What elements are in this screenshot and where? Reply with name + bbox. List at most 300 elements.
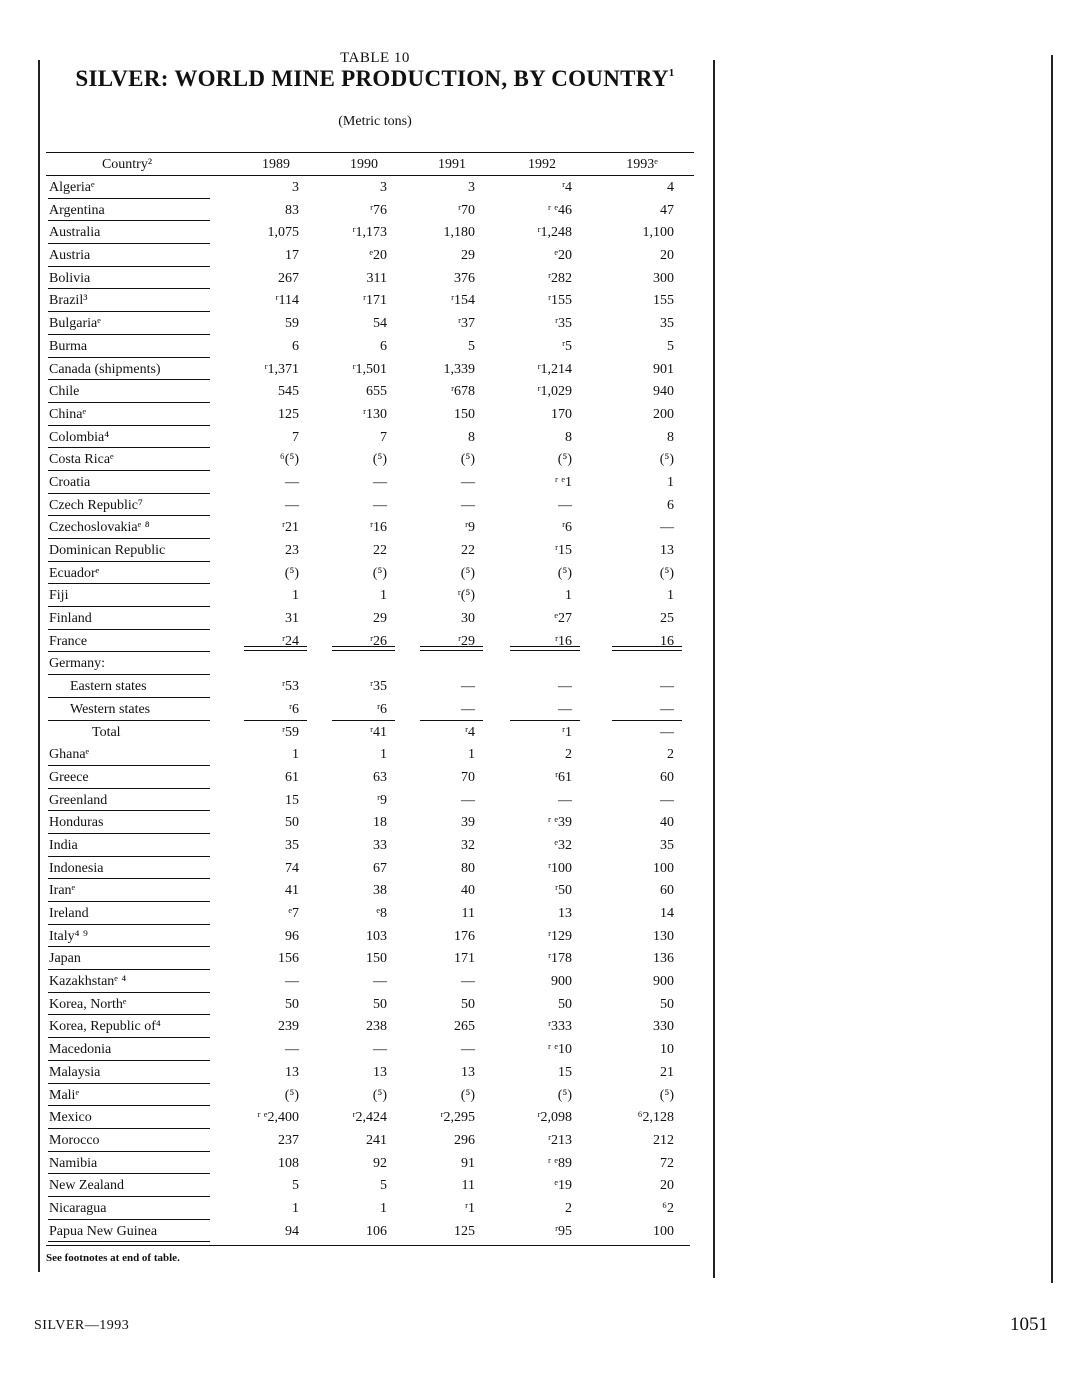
country-cell: Eastern states: [70, 679, 147, 695]
value-cell: —: [660, 724, 674, 740]
table-row: [46, 947, 694, 970]
value-cell: 176: [454, 928, 475, 944]
double-rule: [332, 646, 395, 651]
value-cell: 17: [285, 248, 299, 264]
value-cell: (⁵): [372, 452, 387, 468]
value-cell: 241: [366, 1132, 387, 1148]
value-cell: 15: [558, 1064, 572, 1080]
value-cell: ᵉ20: [554, 248, 572, 264]
country-cell: India: [49, 837, 78, 853]
value-cell: ʳ4: [464, 724, 475, 740]
table-row: [46, 857, 694, 880]
country-cell: Greenland: [49, 792, 108, 808]
country-cell: Italy⁴ ⁹: [49, 928, 88, 944]
table-row: [46, 312, 694, 335]
value-cell: —: [285, 1042, 299, 1058]
table-row: [46, 1106, 694, 1129]
value-cell: (⁵): [284, 565, 299, 581]
value-cell: 4: [667, 180, 674, 195]
value-cell: ʳ16: [554, 633, 572, 649]
country-cell: Brazil³: [49, 293, 88, 309]
value-cell: ʳ24: [281, 633, 299, 649]
country-cell: Bolivia: [49, 270, 91, 286]
value-cell: 14: [660, 906, 674, 921]
country-cell: Mexico: [49, 1110, 92, 1126]
value-cell: —: [373, 974, 387, 990]
value-cell: ʳ41: [369, 724, 387, 740]
country-cell: Austria: [49, 248, 91, 264]
value-cell: 1: [468, 747, 475, 763]
value-cell: (⁵): [557, 1087, 572, 1103]
value-cell: 300: [653, 270, 674, 286]
value-cell: 237: [278, 1132, 299, 1148]
value-cell: —: [660, 792, 674, 808]
value-cell: 50: [285, 815, 299, 831]
value-cell: 39: [461, 815, 475, 831]
value-cell: 11: [461, 1178, 475, 1194]
table-row: [46, 448, 694, 471]
value-cell: 61: [285, 769, 299, 785]
value-cell: ʳ1: [561, 724, 572, 740]
country-cell: Japan: [49, 951, 81, 967]
value-cell: 2: [667, 747, 674, 763]
value-cell: 94: [285, 1223, 299, 1239]
country-cell: Costa Ricaᵉ: [49, 452, 114, 468]
table-row: [46, 789, 694, 812]
table-body: [46, 176, 694, 1242]
value-cell: (⁵): [372, 1087, 387, 1103]
table-row: [46, 380, 694, 403]
table-label: TABLE 10: [340, 50, 410, 66]
value-cell: (⁵): [659, 452, 674, 468]
table-row: [46, 834, 694, 857]
value-cell: 100: [653, 860, 674, 876]
value-cell: 156: [278, 951, 299, 967]
value-cell: 50: [461, 996, 475, 1012]
value-cell: —: [461, 679, 475, 695]
value-cell: 6: [380, 338, 387, 354]
value-cell: ʳ1: [464, 1200, 475, 1216]
value-cell: 1: [292, 747, 299, 763]
country-cell: Korea, Northᵉ: [49, 996, 127, 1012]
value-cell: 13: [660, 543, 674, 558]
table-row: [46, 993, 694, 1016]
country-cell: Iranᵉ: [49, 883, 76, 899]
value-cell: 108: [278, 1155, 299, 1171]
value-cell: 50: [660, 996, 674, 1012]
country-cell: Honduras: [49, 815, 104, 831]
value-cell: 59: [285, 316, 299, 332]
value-cell: 74: [285, 860, 299, 876]
value-cell: (⁵): [460, 1087, 475, 1103]
footnote-reference: See footnotes at end of table.: [46, 1252, 180, 1264]
value-cell: ʳ15: [554, 543, 572, 558]
country-cell: Papua New Guinea: [49, 1223, 158, 1239]
value-cell: ᵉ20: [369, 248, 387, 264]
country-cell: Nicaragua: [49, 1200, 107, 1216]
value-cell: 67: [373, 860, 387, 876]
country-cell: Argentina: [49, 202, 105, 218]
value-cell: 900: [551, 974, 572, 990]
value-cell: 50: [285, 996, 299, 1012]
country-cell: Greece: [49, 769, 89, 785]
value-cell: ʳ16: [369, 520, 387, 536]
table-row: [46, 562, 694, 585]
double-rule: [244, 646, 307, 651]
table-row: [46, 494, 694, 517]
page-number: 1051: [1010, 1314, 1048, 1335]
value-cell: —: [558, 679, 572, 695]
value-cell: 1: [380, 1200, 387, 1216]
value-cell: 296: [454, 1132, 475, 1148]
country-cell: Burma: [49, 338, 88, 354]
value-cell: 136: [653, 951, 674, 967]
table-row: [46, 721, 694, 744]
double-rule: [420, 646, 483, 651]
value-cell: 3: [468, 180, 475, 195]
value-cell: 5: [667, 338, 674, 354]
value-cell: ʳ6: [561, 520, 572, 536]
value-cell: 6: [292, 338, 299, 354]
value-cell: ʳ26: [369, 633, 387, 649]
value-cell: ʳ35: [554, 316, 572, 332]
value-cell: 267: [278, 270, 299, 286]
country-cell: Czech Republic⁷: [49, 497, 143, 513]
table-subtitle: (Metric tons): [338, 114, 412, 129]
country-cell: Finland: [49, 611, 92, 627]
value-cell: —: [461, 474, 475, 490]
value-cell: ʳ35: [369, 679, 387, 695]
value-cell: ʳ5: [561, 338, 572, 354]
table-bottom-rule: [46, 1245, 690, 1246]
value-cell: 63: [373, 769, 387, 785]
value-cell: 265: [454, 1019, 475, 1035]
value-cell: ʳ1,214: [537, 361, 572, 377]
country-cell: Czechoslovakiaᵉ ⁸: [49, 520, 150, 536]
value-cell: ʳ1,371: [264, 361, 299, 377]
table-row: [46, 221, 694, 244]
value-cell: —: [461, 701, 475, 717]
value-cell: 72: [660, 1155, 674, 1171]
value-cell: 50: [558, 996, 572, 1012]
country-cell: Algeriaᵉ: [49, 180, 95, 195]
value-cell: 940: [653, 384, 674, 400]
value-cell: 8: [468, 429, 475, 445]
value-cell: ᵉ7: [288, 906, 299, 921]
value-cell: ʳ678: [450, 384, 475, 400]
country-cell: Ghanaᵉ: [49, 747, 90, 763]
value-cell: 13: [285, 1064, 299, 1080]
table-row: [46, 1197, 694, 1220]
value-cell: (⁵): [557, 565, 572, 581]
table-row: [46, 1220, 694, 1243]
value-cell: 80: [461, 860, 475, 876]
country-cell: Malaysia: [49, 1064, 101, 1080]
value-cell: ᵉ32: [554, 837, 572, 853]
value-cell: ʳ100: [547, 860, 572, 876]
value-cell: (⁵): [460, 565, 475, 581]
table-header-row: [46, 152, 694, 176]
value-cell: 70: [461, 769, 475, 785]
value-cell: 106: [366, 1223, 387, 1239]
country-cell: Indonesia: [49, 860, 104, 876]
value-cell: ʳ61: [554, 769, 572, 785]
value-cell: 35: [660, 837, 674, 853]
value-cell: ʳ1,173: [352, 225, 387, 241]
value-cell: 8: [667, 429, 674, 445]
table-row: [46, 902, 694, 925]
country-cell: Korea, Republic of⁴: [49, 1019, 161, 1035]
value-cell: ʳ282: [547, 270, 572, 286]
value-cell: 170: [551, 406, 572, 422]
value-cell: 1,075: [267, 225, 299, 241]
value-cell: —: [558, 701, 572, 717]
value-cell: 545: [278, 384, 299, 400]
value-cell: —: [660, 520, 674, 536]
table-row: [46, 1038, 694, 1061]
country-cell: Kazakhstanᵉ ⁴: [49, 974, 127, 990]
value-cell: 1: [380, 588, 387, 604]
value-cell: 29: [461, 248, 475, 264]
country-cell: New Zealand: [49, 1178, 125, 1194]
value-cell: ⁶2: [662, 1200, 674, 1216]
value-cell: 5: [468, 338, 475, 354]
value-cell: ʳ114: [275, 293, 299, 309]
country-cell: Western states: [70, 701, 151, 717]
value-cell: 15: [285, 792, 299, 808]
value-cell: 130: [653, 928, 674, 944]
value-cell: 22: [373, 543, 387, 558]
value-cell: 150: [454, 406, 475, 422]
value-cell: ʳ333: [547, 1019, 572, 1035]
value-cell: ʳ9: [376, 792, 387, 808]
table-row: [46, 1084, 694, 1107]
running-footer: SILVER—1993: [34, 1318, 130, 1333]
column-header-1993: 1993ᵉ: [626, 157, 658, 172]
value-cell: 32: [461, 837, 475, 853]
double-rule: [612, 646, 682, 651]
value-cell: ʳ9: [464, 520, 475, 536]
value-cell: 83: [285, 202, 299, 218]
country-cell: Macedonia: [49, 1042, 112, 1058]
value-cell: 8: [565, 429, 572, 445]
value-cell: ʳ70: [457, 202, 475, 218]
value-cell: —: [461, 1042, 475, 1058]
value-cell: 22: [461, 543, 475, 558]
value-cell: ʳ(⁵): [457, 588, 475, 604]
value-cell: 91: [461, 1155, 475, 1171]
value-cell: 330: [653, 1019, 674, 1035]
value-cell: 3: [380, 180, 387, 195]
table-row: [46, 766, 694, 789]
table-row: [46, 698, 694, 721]
value-cell: ʳ53: [281, 679, 299, 695]
double-rule: [510, 646, 580, 651]
country-cell: Germany:: [49, 656, 105, 672]
table-row: [46, 675, 694, 698]
value-cell: 29: [373, 611, 387, 627]
value-cell: 5: [380, 1178, 387, 1194]
value-cell: ᵉ8: [376, 906, 387, 921]
value-cell: ʳ95: [554, 1223, 572, 1239]
value-cell: 150: [366, 951, 387, 967]
value-cell: ʳ129: [547, 928, 572, 944]
country-cell: Total: [92, 724, 121, 740]
table-row: [46, 358, 694, 381]
value-cell: 18: [373, 815, 387, 831]
value-cell: 1: [565, 588, 572, 604]
value-cell: (⁵): [460, 452, 475, 468]
value-cell: —: [285, 974, 299, 990]
value-cell: 40: [461, 883, 475, 899]
table-row: [46, 539, 694, 562]
value-cell: 60: [660, 769, 674, 785]
value-cell: 47: [660, 202, 674, 218]
value-cell: —: [373, 474, 387, 490]
value-cell: ʳ1,029: [537, 384, 572, 400]
value-cell: 20: [660, 248, 674, 264]
value-cell: ʳ1,501: [352, 361, 387, 377]
value-cell: ʳ ᵉ1: [554, 474, 572, 490]
value-cell: (⁵): [557, 452, 572, 468]
value-cell: 11: [461, 906, 475, 921]
value-cell: 1: [380, 747, 387, 763]
country-cell: Maliᵉ: [49, 1087, 80, 1103]
country-cell: Chinaᵉ: [49, 406, 87, 422]
value-cell: 1,100: [642, 225, 674, 241]
value-cell: ʳ1,248: [537, 225, 572, 241]
country-cell: Colombia⁴: [49, 429, 110, 445]
value-cell: —: [660, 701, 674, 717]
country-cell: Namibia: [49, 1155, 98, 1171]
table-row: [46, 811, 694, 834]
value-cell: 3: [292, 180, 299, 195]
value-cell: 1: [667, 588, 674, 604]
table-row: [46, 267, 694, 290]
table-row: [46, 925, 694, 948]
table-row: [46, 607, 694, 630]
table-row: [46, 630, 694, 653]
value-cell: 41: [285, 883, 299, 899]
value-cell: 155: [653, 293, 674, 309]
value-cell: ʳ ᵉ2,400: [257, 1110, 299, 1126]
value-cell: ʳ6: [288, 701, 299, 717]
value-cell: 35: [660, 316, 674, 332]
value-cell: 31: [285, 611, 299, 627]
value-cell: ʳ76: [369, 202, 387, 218]
row-underline: [48, 1241, 210, 1242]
production-table: [46, 152, 694, 1242]
value-cell: 376: [454, 270, 475, 286]
column-header-1989: 1989: [262, 157, 290, 172]
value-cell: ʳ29: [457, 633, 475, 649]
value-cell: 33: [373, 837, 387, 853]
value-cell: 40: [660, 815, 674, 831]
value-cell: ʳ ᵉ89: [547, 1155, 572, 1171]
value-cell: ʳ ᵉ39: [547, 815, 572, 831]
value-cell: ʳ6: [376, 701, 387, 717]
right-margin-rule: [1051, 55, 1053, 1283]
column-header-country: Country²: [101, 157, 153, 172]
table-row: [46, 652, 694, 675]
table-row: [46, 1129, 694, 1152]
value-cell: —: [285, 497, 299, 513]
value-cell: ʳ155: [547, 293, 572, 309]
center-column-rule: [713, 60, 715, 1278]
value-cell: 1: [292, 1200, 299, 1216]
value-cell: 21: [660, 1064, 674, 1080]
value-cell: (⁵): [284, 1087, 299, 1103]
value-cell: 100: [653, 1223, 674, 1239]
value-cell: 38: [373, 883, 387, 899]
country-cell: Australia: [49, 225, 101, 241]
table-row: [46, 289, 694, 312]
value-cell: (⁵): [659, 1087, 674, 1103]
value-cell: 25: [660, 611, 674, 627]
value-cell: 125: [278, 406, 299, 422]
value-cell: 6: [667, 497, 674, 513]
country-cell: France: [49, 633, 88, 649]
value-cell: (⁵): [372, 565, 387, 581]
table-row: [46, 584, 694, 607]
table-row: [46, 335, 694, 358]
value-cell: —: [558, 792, 572, 808]
country-cell: Bulgariaᵉ: [49, 316, 101, 332]
value-cell: 200: [653, 406, 674, 422]
value-cell: 1,339: [443, 361, 475, 377]
value-cell: 54: [373, 316, 387, 332]
value-cell: 1: [667, 474, 674, 490]
table-title: SILVER: WORLD MINE PRODUCTION, BY COUNTRY$^1$: [75, 66, 675, 91]
table-row: [46, 879, 694, 902]
value-cell: 103: [366, 928, 387, 944]
table-row: [46, 1015, 694, 1038]
value-cell: 238: [366, 1019, 387, 1035]
value-cell: 171: [454, 951, 475, 967]
table-row: [46, 403, 694, 426]
country-cell: Chile: [49, 384, 80, 400]
value-cell: —: [558, 497, 572, 513]
value-cell: 35: [285, 837, 299, 853]
value-cell: 10: [660, 1042, 674, 1058]
value-cell: —: [461, 792, 475, 808]
value-cell: —: [373, 1042, 387, 1058]
value-cell: ʳ154: [450, 293, 475, 309]
left-margin-rule: [38, 60, 40, 1272]
table-row: [46, 743, 694, 766]
value-cell: 13: [558, 906, 572, 921]
value-cell: 5: [292, 1178, 299, 1194]
value-cell: ᵉ27: [554, 611, 572, 627]
value-cell: ʳ59: [281, 724, 299, 740]
column-header-1992: 1992: [528, 157, 556, 172]
value-cell: 96: [285, 928, 299, 944]
title-footnote-mark: 1: [668, 67, 675, 79]
value-cell: 2: [565, 1200, 572, 1216]
value-cell: —: [461, 497, 475, 513]
value-cell: 900: [653, 974, 674, 990]
value-cell: ⁶2,128: [637, 1110, 674, 1126]
value-cell: 239: [278, 1019, 299, 1035]
country-cell: Ireland: [49, 906, 89, 921]
value-cell: ʳ50: [554, 883, 572, 899]
value-cell: 1,180: [443, 225, 475, 241]
table-row: [46, 1152, 694, 1175]
value-cell: 92: [373, 1155, 387, 1171]
country-cell: Ecuadorᵉ: [49, 565, 100, 581]
table-row: [46, 176, 694, 199]
value-cell: —: [285, 474, 299, 490]
